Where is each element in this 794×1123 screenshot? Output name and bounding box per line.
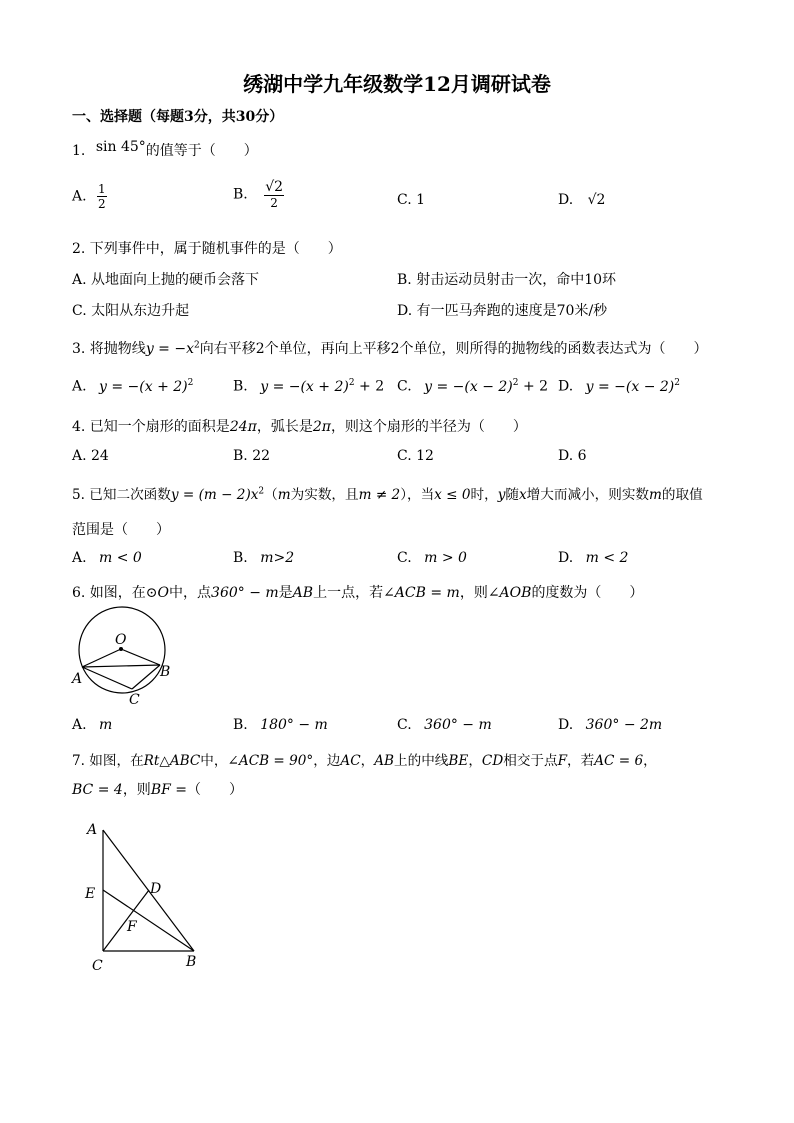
question-3-stem: 3. 将抛物线$y = -x^2$向右平移2个单位，再向上平移2个单位，则所得的抛物线的函数表达式为（ ）	[72, 340, 708, 357]
question-7-stem: 7. 如图，在Rt△ABC中，∠ACB = 90°，边AC，AB上的中线BE，CD相交于点F，若AC = 6，	[72, 753, 657, 769]
q1-option-b-fraction: $\frac{√2}{2}$	[265, 179, 284, 210]
q2-option-c: C. 太阳从东边升起	[72, 303, 190, 319]
q6-option-d: D. 360° − 2m	[558, 717, 663, 733]
question-1-stem	[72, 140, 258, 160]
question-4-stem: 4. 已知一个扇形的面积是24π，弧长是2π，则这个扇形的半径为（ ）	[72, 419, 527, 435]
question-2-stem: 2. 下列事件中，属于随机事件的是（ ）	[72, 241, 342, 257]
median-be	[103, 890, 194, 951]
q4-option-d: D. 6	[558, 448, 587, 464]
q1-expression: sin 45°	[95, 139, 146, 155]
q3-option-b: B. $y = -(x + 2)^2 + 2$	[233, 378, 385, 395]
question-6-stem: 6. 如图，在⊙O中，点360° − m是AB上一点，若∠ACB = m，则∠AOB的度数为（ ）	[72, 585, 644, 601]
section-heading: 一、选择题（每题3分，共30分）	[72, 109, 284, 125]
q1-number: 1.	[72, 143, 86, 159]
q6-option-c: C. 360° − m	[397, 717, 492, 733]
q3-expression: y = −x	[145, 341, 194, 357]
segment-oa	[82, 649, 121, 667]
q2-option-b: B. 射击运动员射击一次，命中10环	[397, 272, 617, 288]
q5-option-d: D. m < 2	[558, 550, 629, 566]
q1-option-a-fraction: $\frac{1}{2}$	[98, 182, 106, 211]
label-c: C	[92, 958, 103, 974]
triangle-figure	[80, 818, 210, 978]
label-e: E	[85, 886, 96, 902]
q2-option-d: D. 有一匹马奔跑的速度是70米/秒	[397, 303, 608, 319]
median-cd	[103, 890, 149, 951]
q5-option-b: B. m>2	[233, 550, 295, 566]
q6-option-b: B. 180° − m	[233, 717, 328, 733]
q4-option-c: C. 12	[397, 448, 434, 464]
q1-option-c: C. 1	[397, 192, 426, 208]
label-b: B	[186, 954, 197, 970]
label-a: A	[87, 822, 98, 838]
q1-text: 的值等于（ ）	[145, 143, 258, 159]
question-5-stem-line2: 范围是（ ）	[72, 522, 170, 538]
q3-option-a: A. $y = -(x + 2)^2$	[72, 378, 194, 395]
q5-option-c: C. m > 0	[397, 550, 467, 566]
page-title: 绣湖中学九年级数学12月调研试卷	[243, 72, 551, 96]
circle-figure	[70, 604, 180, 708]
q1-option-b: B. $\frac{√2}{2}$	[233, 179, 284, 210]
label-a: A	[72, 671, 83, 687]
q4-option-a: A. 24	[72, 448, 109, 464]
q2-option-a: A. 从地面向上抛的硬币会落下	[72, 272, 260, 288]
label-o: O	[115, 632, 127, 648]
q4-option-b: B. 22	[233, 448, 271, 464]
q1-option-a: A. $\frac{1}{2}$	[72, 182, 106, 211]
segment-ob	[121, 649, 160, 665]
question-5-stem: 5. 已知二次函数$y = (m - 2)x^2(m$为实数，且m ≠ 2），当x ≤ 0时，y随x增大而减小，则实数m的取值	[72, 486, 703, 503]
q5-option-a: A. m < 0	[72, 550, 142, 566]
label-d: D	[150, 881, 162, 897]
q6-option-a: A. m	[72, 717, 113, 733]
q3-option-d: D. $y = -(x - 2)^2$	[558, 378, 681, 395]
segment-ab	[82, 665, 160, 667]
label-b: B	[160, 664, 171, 680]
q1-option-d: D. √2	[558, 192, 606, 208]
label-c: C	[129, 692, 140, 708]
q3-option-c: C. $y = -(x - 2)^2 + 2$	[397, 378, 549, 395]
question-7-stem-line2: BC = 4，则BF =（ ）	[72, 782, 243, 798]
label-f: F	[127, 919, 137, 935]
